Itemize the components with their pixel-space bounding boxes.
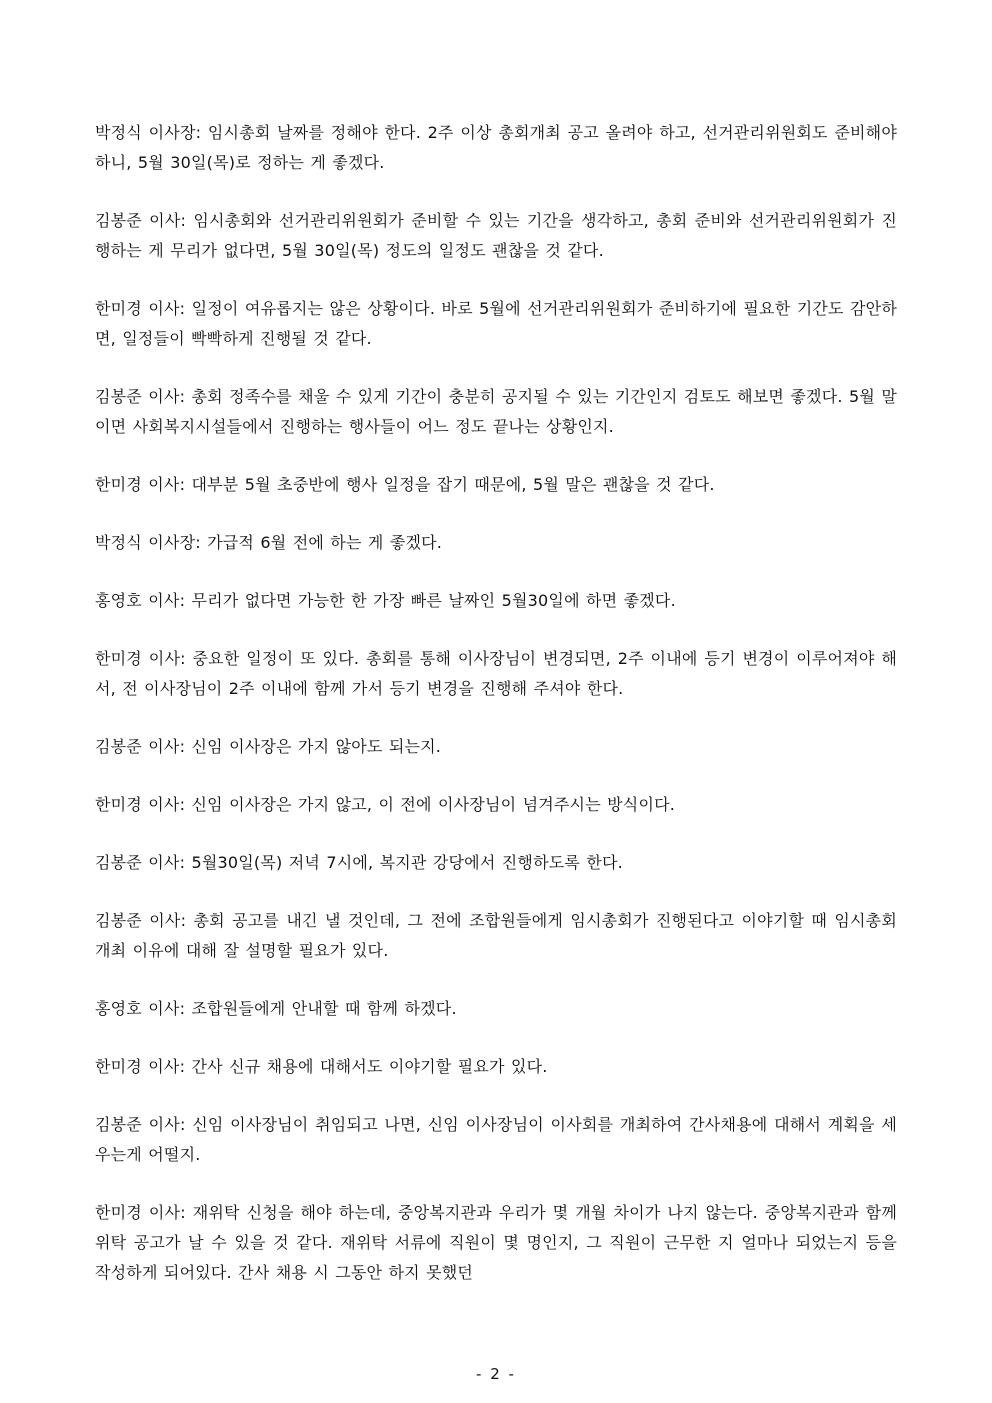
statement-text: 대부분 5월 초중반에 행사 일정을 잡기 때문에, 5월 말은 괜찮을 것 같다.: [191, 475, 715, 494]
speaker-label: 홍영호 이사:: [95, 999, 186, 1018]
speaker-label: 김봉준 이사:: [95, 853, 186, 872]
speaker-label: 홍영호 이사:: [95, 591, 186, 610]
minutes-paragraph: [95, 994, 897, 1024]
statement-text: 일정이 여유롭지는 않은 상황이다. 바로 5월에 선거관리위원회가 준비하기에 필요한 기간도 감안하면, 일정들이 빡빡하게 진행될 것 같다.: [95, 299, 897, 348]
minutes-paragraph: [95, 470, 897, 500]
minutes-paragraph: [95, 586, 897, 616]
minutes-paragraph: [95, 382, 897, 442]
speaker-label: 김봉준 이사:: [95, 911, 187, 930]
statement-text: 중요한 일정이 또 있다. 총회를 통해 이사장님이 변경되면, 2주 이내에 등기 변경이 이루어져야 해서, 전 이사장님이 2주 이내에 함께 가서 등기 변경을 진행해 주셔야 한다.: [95, 649, 897, 698]
minutes-paragraph: [95, 732, 897, 762]
minutes-body: [95, 118, 897, 1316]
speaker-label: 한미경 이사:: [95, 475, 186, 494]
statement-text: 신임 이사장은 가지 않아도 되는지.: [191, 737, 442, 756]
minutes-paragraph: [95, 790, 897, 820]
minutes-paragraph: [95, 528, 897, 558]
speaker-label: 박정식 이사장:: [95, 123, 202, 142]
speaker-label: 한미경 이사:: [95, 1057, 186, 1076]
statement-text: 신임 이사장은 가지 않고, 이 전에 이사장님이 넘겨주시는 방식이다.: [191, 795, 676, 814]
statement-text: 무리가 없다면 가능한 한 가장 빠른 날짜인 5월30일에 하면 좋겠다.: [191, 591, 676, 610]
speaker-label: 한미경 이사:: [95, 795, 186, 814]
minutes-paragraph: [95, 118, 897, 178]
minutes-paragraph: [95, 906, 897, 966]
statement-text: 임시총회 날짜를 정해야 한다. 2주 이상 총회개최 공고 올려야 하고, 선거관리위원회도 준비해야 하니, 5월 30일(목)로 정하는 게 좋겠다.: [95, 123, 897, 172]
statement-text: 재위탁 신청을 해야 하는데, 중앙복지관과 우리가 몇 개월 차이가 나지 않는다. 중앙복지관과 함께 위탁 공고가 날 수 있을 것 같다. 재위탁 서류에 직원이 몇 명인지, 그 직원이 근무한 지 얼마나 되었는지 등을 작성하게 되어있다. 간사 채용 시 그동안 하지 못했던: [95, 1203, 897, 1282]
minutes-paragraph: [95, 206, 897, 266]
minutes-paragraph: [95, 1052, 897, 1082]
minutes-paragraph: [95, 848, 897, 878]
page-number: - 2 -: [476, 1365, 516, 1383]
minutes-paragraph: [95, 294, 897, 354]
speaker-label: 김봉준 이사:: [95, 387, 186, 406]
speaker-label: 한미경 이사:: [95, 649, 186, 668]
statement-text: 5월30일(목) 저녁 7시에, 복지관 강당에서 진행하도록 한다.: [191, 853, 623, 872]
speaker-label: 김봉준 이사:: [95, 737, 186, 756]
statement-text: 신임 이사장님이 취임되고 나면, 신임 이사장님이 이사회를 개최하여 간사채용에 대해서 계획을 세우는게 어떨지.: [95, 1115, 897, 1164]
speaker-label: 김봉준 이사:: [95, 1115, 186, 1134]
speaker-label: 김봉준 이사:: [95, 211, 187, 230]
speaker-label: 한미경 이사:: [95, 1203, 186, 1222]
speaker-label: 한미경 이사:: [95, 299, 186, 318]
statement-text: 임시총회와 선거관리위원회가 준비할 수 있는 기간을 생각하고, 총회 준비와 선거관리위원회가 진행하는 게 무리가 없다면, 5월 30일(목) 정도의 일정도 괜찮을 것 같다.: [95, 211, 897, 260]
minutes-paragraph: [95, 1198, 897, 1288]
statement-text: 조합원들에게 안내할 때 함께 하겠다.: [191, 999, 457, 1018]
minutes-paragraph: [95, 644, 897, 704]
statement-text: 가급적 6월 전에 하는 게 좋겠다.: [207, 533, 443, 552]
statement-text: 총회 정족수를 채울 수 있게 기간이 충분히 공지될 수 있는 기간인지 검토도 해보면 좋겠다. 5월 말이면 사회복지시설들에서 진행하는 행사들이 어느 정도 끝나는 상황인지.: [95, 387, 897, 436]
statement-text: 간사 신규 채용에 대해서도 이야기할 필요가 있다.: [191, 1057, 548, 1076]
statement-text: 총회 공고를 내긴 낼 것인데, 그 전에 조합원들에게 임시총회가 진행된다고 이야기할 때 임시총회 개최 이유에 대해 잘 설명할 필요가 있다.: [95, 911, 897, 960]
minutes-paragraph: [95, 1110, 897, 1170]
speaker-label: 박정식 이사장:: [95, 533, 201, 552]
